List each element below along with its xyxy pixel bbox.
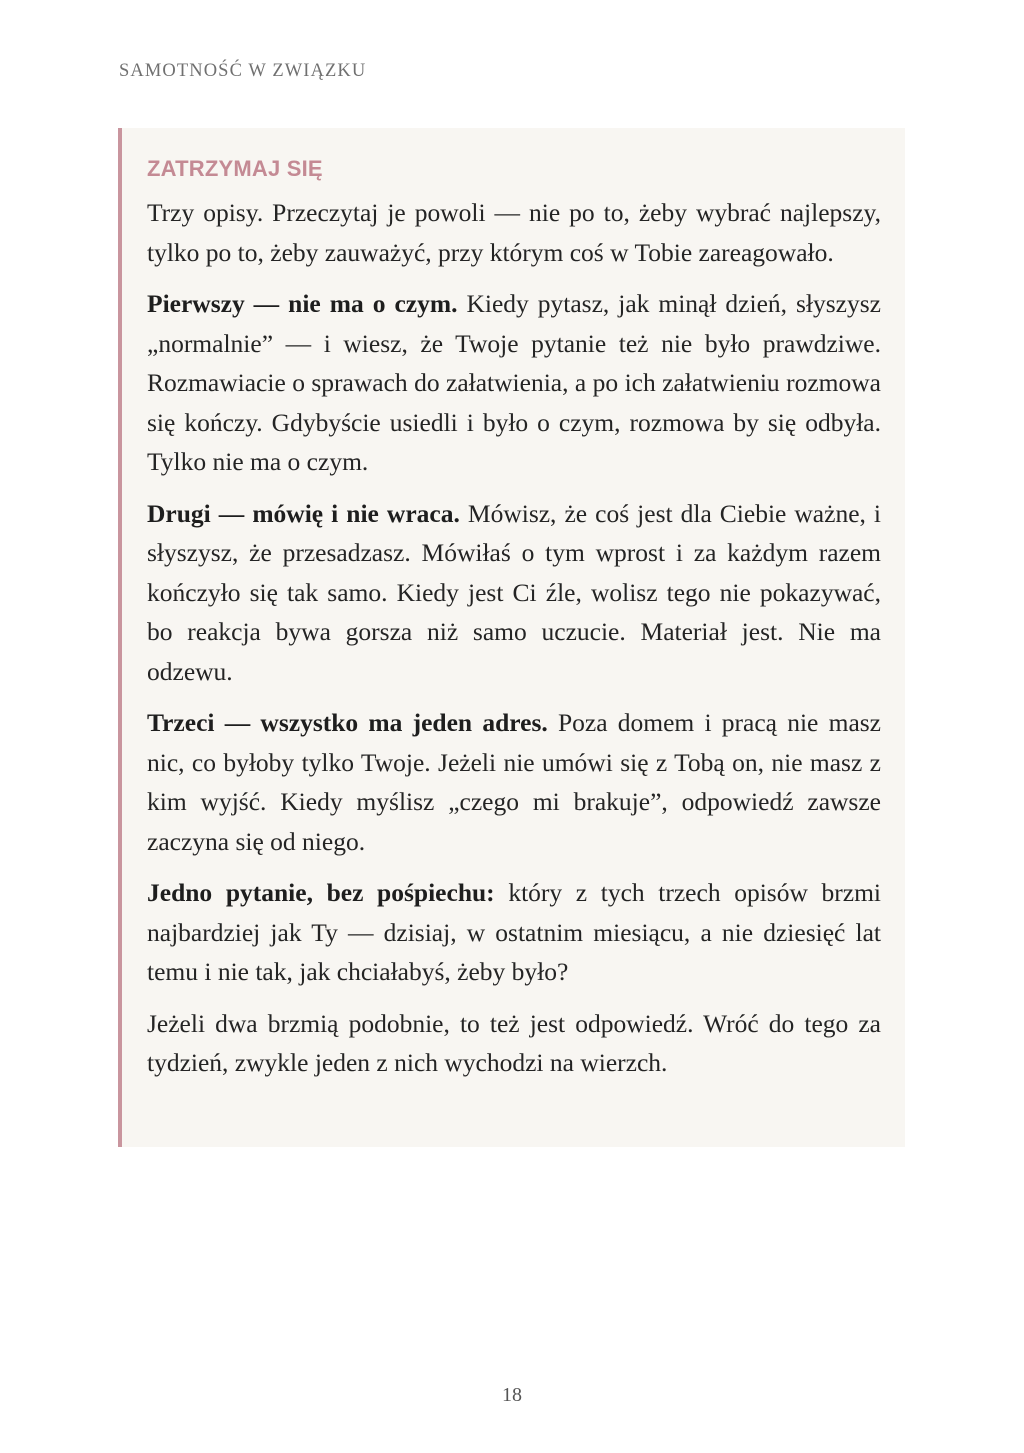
question-lead: Jedno pytanie, bez pośpiechu: — [147, 878, 495, 907]
description-lead: Trzeci — wszystko ma jeden adres. — [147, 708, 548, 737]
intro-paragraph: Trzy opisy. Przeczytaj je powoli — nie po to, żeby wybrać najlepszy, tylko po to, żeby zauważyć, przy którym coś w Tobie zareagowało. — [147, 198, 881, 267]
description-text: Poza domem i pracą nie masz nic, co byłoby tylko Twoje. Jeżeli nie umówi się z Tobą on, nie masz z kim wyjść. Kiedy myślisz „czego mi brakuje”, odpowiedź zawsze zaczyna się od niego. — [147, 708, 881, 856]
description-text: Mówisz, że coś jest dla Ciebie ważne, i słyszysz, że przesadzasz. Mówiłaś o tym wprost i za każdym razem kończyło się tak samo. Kiedy jest Ci źle, wolisz tego nie pokazywać, bo reakcja bywa gorsza niż samo uczucie. Materiał jest. Nie ma odzewu. — [147, 498, 882, 686]
description-second — [147, 494, 881, 692]
page-number: 18 — [502, 1384, 522, 1406]
question-text: który z tych trzech opisów brzmi najbardziej jak Ty — dzisiaj, w ostatnim miesiącu, a nie dziesięć lat temu i nie tak, jak chciałabyś, żeby było? — [147, 878, 881, 986]
description-lead: Drugi — mówię i nie wraca. — [147, 498, 460, 528]
description-first — [147, 284, 881, 482]
description-third — [147, 703, 881, 861]
description-text: Kiedy pytasz, jak minął dzień, słyszysz „normalnie” — i wiesz, że Twoje pytanie też nie było prawdziwe. Rozmawiacie o sprawach do załatwienia, a po ich załatwieniu rozmowa się kończy. Gdybyście usiedli i było o czym, rozmowa by się odbyła. Tylko nie ma o czym. — [147, 289, 881, 476]
description-lead: Pierwszy — nie ma o czym. — [147, 289, 458, 318]
exercise-box — [118, 128, 905, 1147]
box-heading: ZATRZYMAJ SIĘ — [147, 156, 323, 181]
running-title: SAMOTNOŚĆ W ZWIĄZKU — [119, 61, 367, 81]
closing-paragraph: Jeżeli dwa brzmią podobnie, to też jest odpowiedź. Wróć do tego za tydzień, zwykle jeden z nich wychodzi na wierzch. — [147, 1008, 881, 1077]
question-paragraph — [147, 873, 881, 992]
